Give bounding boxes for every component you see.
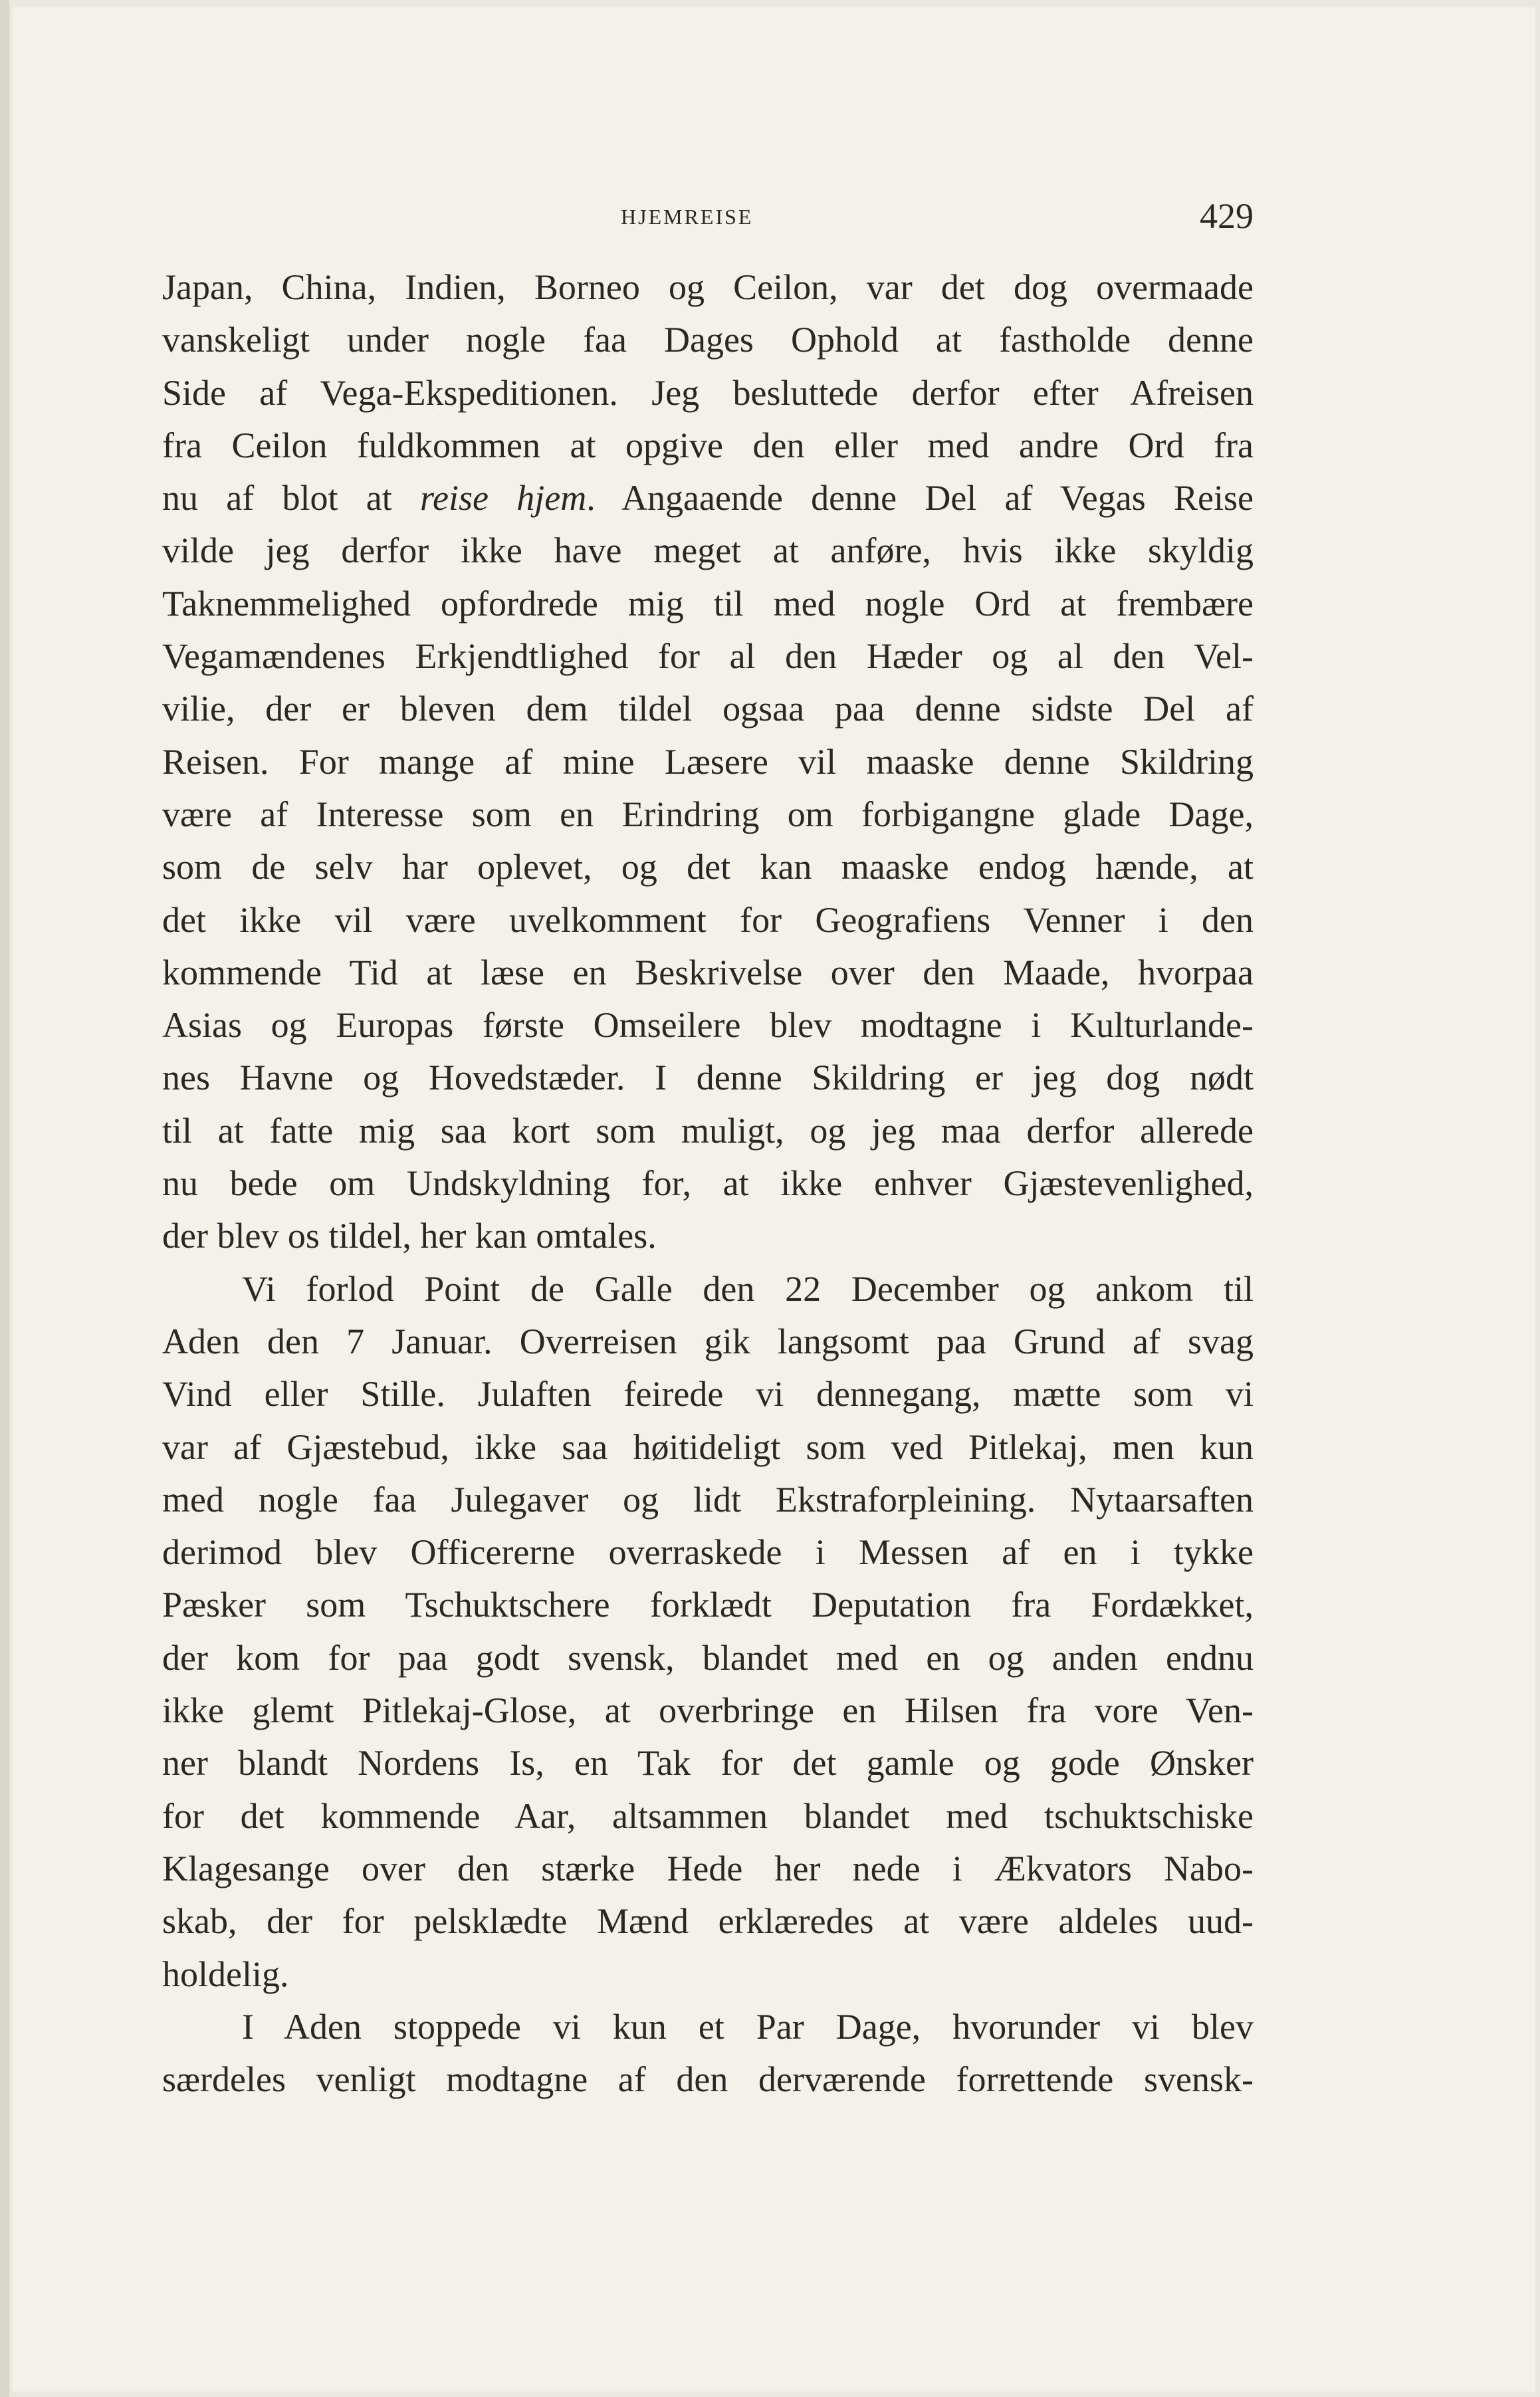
page-edge — [0, 0, 9, 2397]
page-header — [162, 195, 1254, 255]
text-line: I Aden stoppede vi kun et Par Dage, hvorunder vi blev — [242, 2006, 1254, 2047]
text-line: Klagesange over den stærke Hede her nede i Ækvators Nabo- — [162, 1848, 1254, 1888]
text-line: var af Gjæstebud, ikke saa høitideligt som ved Pitlekaj, men kun — [162, 1427, 1254, 1467]
text-line: der kom for paa godt svensk, blandet med en og anden endnu — [162, 1637, 1254, 1678]
text-line: Japan, China, Indien, Borneo og Ceilon, var det dog overmaade — [162, 267, 1254, 307]
text-line: det ikke vil være uvelkomment for Geografiens Venner i den — [162, 899, 1254, 940]
text-line: ikke glemt Pitlekaj-Glose, at overbringe en Hilsen fra vore Ven- — [162, 1690, 1254, 1731]
text-line: Vi forlod Point de Galle den 22 December og ankom til — [242, 1268, 1254, 1309]
text-line: Pæsker som Tschuktschere forklædt Deputation fra Fordækket, — [162, 1585, 1254, 1625]
text-line: derimod blev Officererne overraskede i Messen af en i tykke — [162, 1532, 1254, 1573]
text-line: vanskeligt under nogle faa Dages Ophold at fastholde denne — [162, 320, 1254, 360]
paragraph-1 — [162, 261, 1254, 1263]
text-line: Aden den 7 Januar. Overreisen gik langsomt paa Grund af svag — [162, 1321, 1254, 1361]
text-line: nu bede om Undskyldning for, at ikke enhver Gjæstevenlighed, — [162, 1163, 1254, 1204]
text-line: Vind eller Stille. Julaften feirede vi dennegang, mætte som vi — [162, 1374, 1254, 1415]
text-line: med nogle faa Julegaver og lidt Ekstraforpleining. Nytaarsaften — [162, 1479, 1254, 1520]
text-line: være af Interesse som en Erindring om forbigangne glade Dage, — [162, 794, 1254, 834]
text-line: fra Ceilon fuldkommen at opgive den eller med andre Ord fra — [162, 425, 1254, 465]
page-number: 429 — [1200, 196, 1254, 236]
text-line: Asias og Europas første Omseilere blev modtagne i Kulturlande- — [162, 1005, 1254, 1046]
text-line: der blev os tildel, her kan omtales. — [162, 1216, 657, 1256]
paragraph-2 — [162, 1263, 1254, 2001]
text-line: Reisen. For mange af mine Læsere vil maaske denne Skildring — [162, 741, 1254, 782]
text-line: nes Havne og Hovedstæder. I denne Skildring er jeg dog nødt — [162, 1058, 1254, 1098]
text-line: særdeles venligt modtagne af den derværende forrettende svensk- — [162, 2059, 1254, 2100]
text-line: som de selv har oplevet, og det kan maaske endog hænde, at — [162, 847, 1254, 887]
text-line: Side af Vega-Ekspeditionen. Jeg besluttede derfor efter Afreisen — [162, 372, 1254, 413]
text-line: vilie, der er bleven dem tildel ogsaa paa denne sidste Del af — [162, 689, 1254, 729]
text-line-with-italic: nu af blot at reise hjem. Angaaende denne Del af Vegas Reise — [162, 478, 1254, 518]
text-line: skab, der for pelsklædte Mænd erklæredes at være aldeles uud- — [162, 1901, 1254, 1942]
text-line: kommende Tid at læse en Beskrivelse over den Maade, hvorpaa — [162, 952, 1254, 992]
text-line: til at fatte mig saa kort som muligt, og jeg maa derfor allerede — [162, 1110, 1254, 1151]
paragraph-3 — [162, 2001, 1254, 2107]
text-line: ner blandt Nordens Is, en Tak for det gamle og gode Ønsker — [162, 1743, 1254, 1783]
text-line: Taknemmelighed opfordrede mig til med nogle Ord at frembære — [162, 583, 1254, 624]
body-text — [162, 261, 1254, 2106]
italic-phrase: reise hjem — [420, 478, 587, 518]
text-line: for det kommende Aar, altsammen blandet med tschuktschiske — [162, 1795, 1254, 1836]
text-line: vilde jeg derfor ikke have meget at anføre, hvis ikke skyldig — [162, 530, 1254, 571]
text-line: Vegamændenes Erkjendtlighed for al den Hæder og al den Vel- — [162, 636, 1254, 677]
running-head: HJEMREISE — [621, 205, 754, 229]
text-line: holdelig. — [162, 1954, 289, 1994]
